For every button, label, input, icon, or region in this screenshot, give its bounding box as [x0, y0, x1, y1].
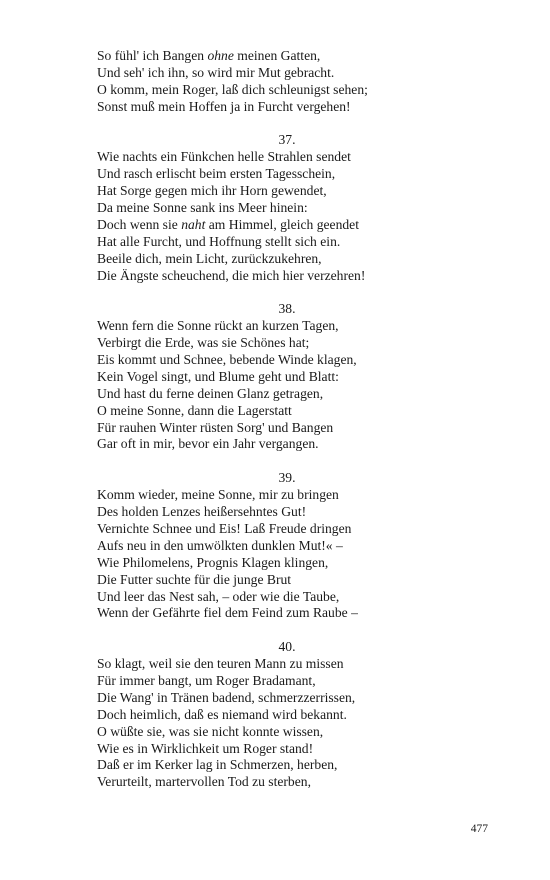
verse-line: O komm, mein Roger, laß dich schleunigst sehen;: [97, 81, 368, 97]
verse-line: Wie Philomelens, Prognis Klagen klingen,: [97, 554, 329, 570]
verse-line: Aufs neu in den umwölkten dunklen Mut!« –: [97, 537, 343, 553]
poem-text: [97, 48, 477, 791]
verse-line: Die Ängste scheuchend, die mich hier verzehren!: [97, 267, 366, 283]
verse-line: Und leer das Nest sah, – oder wie die Taube,: [97, 588, 340, 604]
emphasis: naht: [181, 216, 206, 232]
stanza-number: 39.: [278, 470, 296, 486]
verse-line: Die Futter suchte für die junge Brut: [97, 571, 292, 587]
verse-line: Doch wenn sie naht am Himmel, gleich geendet: [97, 216, 359, 232]
stanza: [97, 656, 477, 791]
verse-line: Vernichte Schnee und Eis! Laß Freude dringen: [97, 520, 352, 536]
verse-line: Doch heimlich, daß es niemand wird bekannt.: [97, 706, 347, 722]
verse-line: Daß er im Kerker lag in Schmerzen, herben,: [97, 757, 338, 773]
verse-line: O wüßte sie, was sie nicht konnte wissen,: [97, 723, 324, 739]
verse-line: Wenn der Gefährte fiel dem Feind zum Raube –: [97, 605, 358, 621]
verse-line: Komm wieder, meine Sonne, mir zu bringen: [97, 487, 339, 503]
page-number: 477: [470, 823, 488, 835]
verse-line: Hat Sorge gegen mich ihr Horn gewendet,: [97, 183, 327, 199]
verse-line: Wenn fern die Sonne rückt an kurzen Tagen,: [97, 318, 339, 334]
stanza: [97, 149, 477, 284]
stanza: [97, 318, 477, 453]
verse-line: Kein Vogel singt, und Blume geht und Blatt:: [97, 368, 339, 384]
verse-line: Für immer bangt, um Roger Bradamant,: [97, 672, 316, 688]
verse-line: Wie es in Wirklichkeit um Roger stand!: [97, 740, 314, 756]
verse-line: So fühl' ich Bangen ohne meinen Gatten,: [97, 48, 321, 63]
verse-line: Sonst muß mein Hoffen ja in Furcht vergehen!: [97, 98, 351, 114]
verse-line: Des holden Lenzes heißersehntes Gut!: [97, 504, 307, 520]
stanza-number: 40.: [278, 639, 296, 655]
stanza: [97, 487, 477, 622]
verse-line: Da meine Sonne sank ins Meer hinein:: [97, 200, 308, 216]
verse-line: Eis kommt und Schnee, bebende Winde klagen,: [97, 352, 357, 368]
stanza-number: 38.: [278, 301, 296, 317]
verse-line: O meine Sonne, dann die Lagerstatt: [97, 402, 292, 418]
verse-line: Wie nachts ein Fünkchen helle Strahlen sendet: [97, 149, 351, 165]
verse-line: Verurteilt, martervollen Tod zu sterben,: [97, 774, 311, 790]
verse-line: Für rauhen Winter rüsten Sorg' und Bangen: [97, 419, 334, 435]
verse-line: Gar oft in mir, bevor ein Jahr vergangen.: [97, 436, 319, 452]
verse-line: Verbirgt die Erde, was sie Schönes hat;: [97, 335, 310, 351]
emphasis: ohne: [207, 48, 234, 63]
verse-line: Beeile dich, mein Licht, zurückzukehren,: [97, 250, 322, 266]
verse-line: Die Wang' in Tränen badend, schmerzzerrissen,: [97, 689, 356, 705]
verse-line: Hat alle Furcht, und Hoffnung stellt sich ein.: [97, 233, 341, 249]
verse-line: So klagt, weil sie den teuren Mann zu missen: [97, 656, 344, 672]
verse-line: Und rasch erlischt beim ersten Tagesschein,: [97, 166, 336, 182]
stanza-number: 37.: [278, 132, 296, 148]
verse-line: Und seh' ich ihn, so wird mir Mut gebracht.: [97, 64, 335, 80]
verse-line: Und hast du ferne deinen Glanz getragen,: [97, 385, 324, 401]
stanza: [97, 48, 477, 116]
